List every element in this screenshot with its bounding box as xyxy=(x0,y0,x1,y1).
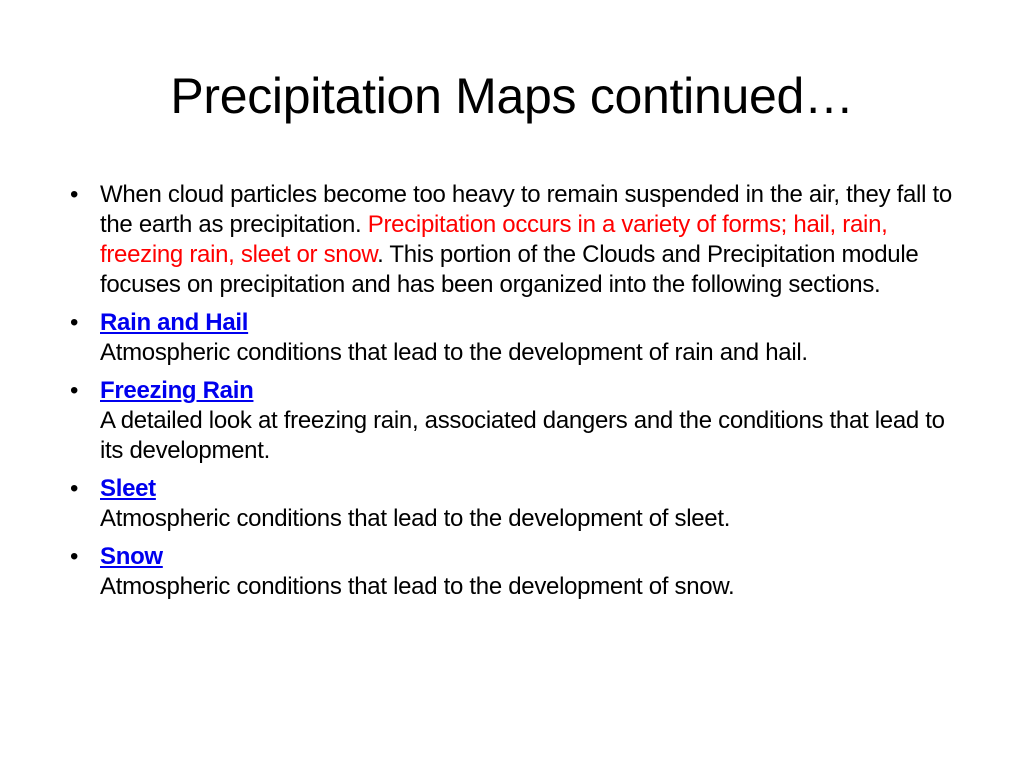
bullet-freezing-rain xyxy=(70,376,970,466)
snow-link[interactable]: Snow xyxy=(100,543,163,570)
slide-title: Precipitation Maps continued… xyxy=(170,68,854,124)
rain-and-hail-description: Atmospheric conditions that lead to the development of rain and hail. xyxy=(100,339,808,366)
bullet-rain-and-hail xyxy=(70,308,970,368)
bullet-snow xyxy=(70,542,970,602)
snow-description: Atmospheric conditions that lead to the development of snow. xyxy=(100,573,735,600)
sleet-description: Atmospheric conditions that lead to the development of sleet. xyxy=(100,505,731,532)
bullet-intro xyxy=(70,180,970,300)
intro-text: When cloud particles become too heavy to remain suspended in the air, they fall to the earth as precipitation. xyxy=(100,181,952,238)
sleet-link[interactable]: Sleet xyxy=(100,475,156,502)
intro-text-continued: . This portion of the Clouds and Precipitation module focuses on precipitation and has been organized into the following sections. xyxy=(100,241,919,298)
rain-and-hail-link[interactable]: Rain and Hail xyxy=(100,309,249,336)
intro-highlight-text: Precipitation occurs in a variety of forms; hail, rain, freezing rain, sleet or snow xyxy=(100,211,888,268)
freezing-rain-description: A detailed look at freezing rain, associated dangers and the conditions that lead to its development. xyxy=(100,407,945,464)
freezing-rain-link[interactable]: Freezing Rain xyxy=(100,377,254,404)
bullet-sleet xyxy=(70,474,970,534)
bullet-list xyxy=(70,180,970,610)
